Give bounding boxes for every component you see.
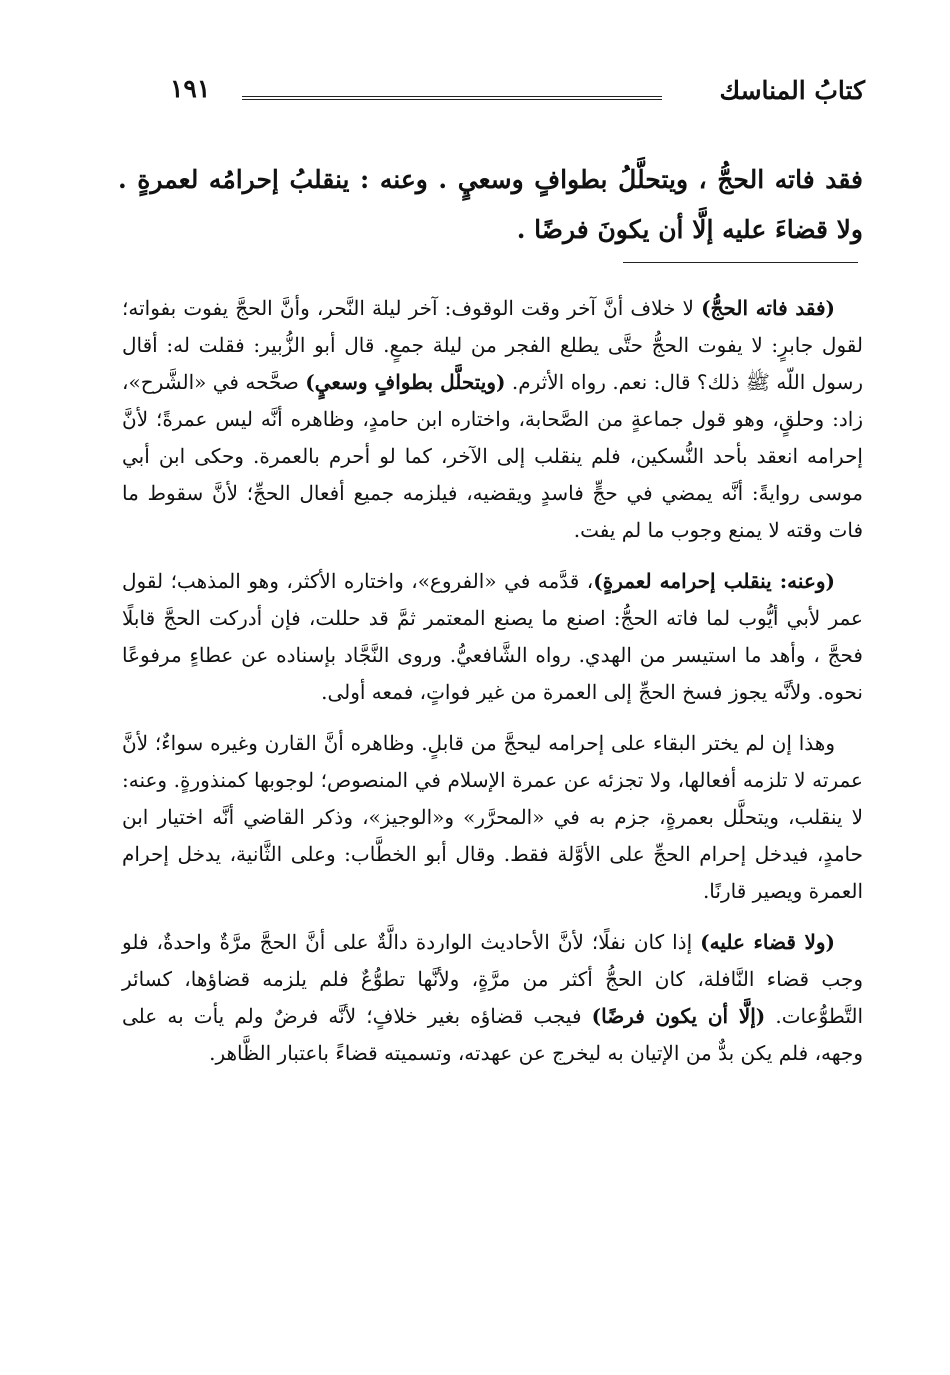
quoted-matn: (ويتحلَّل بطوافٍ وسعيٍ) [305,370,506,394]
commentary-text: إذا كان نفلًا؛ لأنَّ الأحاديث الواردة دالَّةٌ على أنَّ الحجَّ مرَّةٌ واحدةٌ، فلو وجب قضاء النَّافلة، كان الحجُّ أكثر من مرَّةٍ، ولأنَّها تطوُّعٌ فلم يلزمه قضاؤها، كسائر التَّطوُّعات. [122,930,864,1028]
quoted-matn: (فقد فاته الحجُّ) [701,296,835,320]
quoted-matn: (ولا قضاء عليه) [700,930,835,954]
matn-text: فقد فاته الحجُّ ، ويتحلَّلُ بطوافٍ وسعيٍ . وعنه : ينقلبُ إحرامُه لعمرةٍ . ولا قضاءَ عليه إلَّا أن يكونَ فرضًا . [118,165,863,244]
page-header [170,72,865,120]
commentary-paragraph [122,924,863,1072]
quoted-matn: (إلَّا أن يكون فرضًا) [591,1004,766,1028]
commentary-text: صحَّحه في «الشَّرح»، زاد: وحلقٍ، وهو قول جماعةٍ من الصَّحابة، واختاره ابن حامدٍ، وظاهره أنَّه ليس عمرةً؛ لأنَّ إحرامه انعقد بأحد النُّسكين، فلم ينقلب إلى الآخر، كما لو أحرم بالعمرة. وحكى ابن أبي موسى روايةً: أنَّه يمضي في حجٍّ فاسدٍ ويقضيه، فيلزمه جميع أفعال الحجِّ؛ لأنَّ سقوط ما فات وقته لا يمنع وجوب ما لم يفت. [122,370,863,542]
commentary-paragraph [122,290,863,549]
commentary-text: ، قدَّمه في «الفروع»، واختاره الأكثر، وهو المذهب؛ لقول عمر لأبي أيُّوب لما فاته الحجُّ: اصنع ما يصنع المعتمر ثمَّ قد حللت، فإن أدركت الحجَّ قابلًا فحجَّ ، وأهد ما استيسر من الهدي. رواه الشَّافعيُّ. وروى النَّجَّاد بإسناده عن عطاءٍ مرفوعًا نحوه. ولأنَّه يجوز فسخ الحجِّ إلى العمرة من غير فواتٍ، فمعه أولى. [122,569,863,704]
page-number: ١٩١ [170,74,211,103]
header-rule [242,96,662,100]
section-separator [623,262,858,263]
commentary-text: لا خلاف أنَّ آخر وقت الوقوف: آخر ليلة النَّحر، وأنَّ الحجَّ يفوت بفواته؛ لقول جابرٍ: لا يفوت الحجُّ حتَّى يطلع الفجر من ليلة جمعٍ. قال أبو الزُّبير: فقلت له: أقال رسول اللّه ﷺ ذلك؟ قال: نعم. رواه الأثرم. [122,296,863,394]
commentary-paragraph [122,563,863,711]
commentary-paragraph [122,725,863,910]
commentary [122,290,863,1086]
commentary-text: وهذا إن لم يختر البقاء على إحرامه ليحجَّ من قابلٍ. وظاهره أنَّ القارن وغيره سواءٌ؛ لأنَّ عمرته لا تلزمه أفعالها، ولا تجزئه عن عمرة الإسلام في المنصوص؛ لوجوبها كمنذورةٍ. وعنه: لا ينقلب، ويتحلَّل بعمرةٍ، جزم به في «المحرَّر» و«الوجيز»، وذكر القاضي أنَّه اختيار ابن حامدٍ، فيدخل إحرام الحجِّ على الأوَّلة فقط. وقال أبو الخطَّاب: وعلى الثَّانية، يدخل إحرام العمرة ويصير قارنًا. [122,731,863,903]
commentary-text: فيجب قضاؤه بغير خلافٍ؛ لأنَّه فرضٌ ولم يأت به على وجهه، فلم يكن بدٌّ من الإتيان به ليخرج عن عهدته، وتسميته قضاءً باعتبار الظَّاهر. [122,1004,863,1065]
book-title: كتابُ المناسك [719,76,865,105]
quoted-matn: (وعنه: ينقلب إحرامه لعمرةٍ) [593,569,835,593]
